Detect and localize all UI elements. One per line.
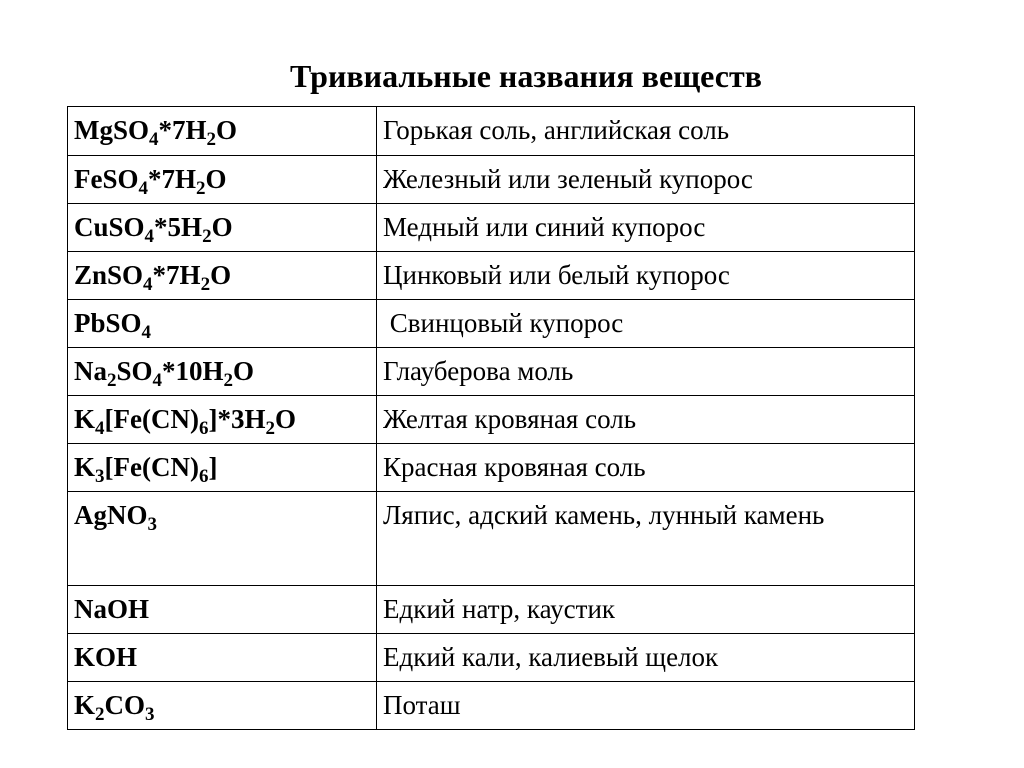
formula-text: O: [211, 212, 233, 242]
formula-text: K: [74, 690, 96, 720]
name-cell: Свинцовый купорос: [377, 300, 915, 348]
formula-cell: [68, 156, 377, 204]
formula-subscript: 6: [198, 466, 209, 487]
formula-text: MgSO: [74, 115, 150, 145]
formula-cell: [68, 107, 377, 156]
formula-subscript: 3: [145, 704, 155, 725]
formula-text: *7H: [152, 260, 201, 290]
formula-subscript: 4: [95, 418, 105, 439]
formula-subscript: 6: [198, 418, 209, 439]
name-cell: Поташ: [377, 682, 915, 730]
formula-cell: [68, 444, 377, 492]
formula-subscript: 2: [223, 370, 234, 391]
formula-text: [Fe(CN): [104, 404, 199, 434]
name-cell: Ляпис, адский камень, лунный камень: [377, 492, 915, 586]
formula-cell: [68, 204, 377, 252]
formula-text: AgNO: [74, 500, 148, 530]
formula-cell: [68, 300, 377, 348]
name-cell: Едкий натр, каустик: [377, 586, 915, 634]
table-row: [68, 492, 915, 586]
table-row: [68, 300, 915, 348]
formula-subscript: 4: [149, 129, 159, 150]
formula-subscript: 2: [202, 226, 212, 247]
names-table: [67, 106, 915, 730]
formula-text: *7H: [148, 164, 197, 194]
formula-subscript: 2: [95, 704, 105, 725]
formula-cell: [68, 396, 377, 444]
formula-text: *10H: [162, 356, 224, 386]
formula-text: KOH: [74, 642, 138, 672]
formula-subscript: 4: [143, 274, 153, 295]
formula-subscript: 2: [265, 418, 275, 439]
formula-subscript: 2: [196, 178, 206, 199]
name-cell: Глауберова моль: [377, 348, 915, 396]
formula-subscript: 2: [107, 370, 117, 391]
formula-text: *7H: [158, 115, 207, 145]
name-cell: Горькая соль, английская соль: [377, 107, 915, 156]
formula-text: CuSO: [74, 212, 145, 242]
formula-cell: [68, 634, 377, 682]
name-cell: Красная кровяная соль: [377, 444, 915, 492]
table-row: [68, 634, 915, 682]
table-row: [68, 156, 915, 204]
name-cell: Едкий кали, калиевый щелок: [377, 634, 915, 682]
table-row: [68, 444, 915, 492]
table-row: [68, 586, 915, 634]
formula-text: NaOH: [74, 594, 150, 624]
name-cell: Медный или синий купорос: [377, 204, 915, 252]
formula-text: ZnSO: [74, 260, 144, 290]
formula-text: O: [274, 404, 296, 434]
formula-text: PbSO: [74, 308, 142, 338]
table-row: [68, 107, 915, 156]
formula-text: O: [205, 164, 227, 194]
name-cell: Цинковый или белый купорос: [377, 252, 915, 300]
formula-text: CO: [104, 690, 146, 720]
name-cell: Желтая кровяная соль: [377, 396, 915, 444]
formula-cell: [68, 586, 377, 634]
formula-cell: [68, 348, 377, 396]
formula-cell: [68, 252, 377, 300]
formula-subscript: 2: [200, 274, 211, 295]
page-title: Тривиальные названия веществ: [290, 58, 762, 94]
formula-text: O: [233, 356, 255, 386]
formula-text: SO: [116, 356, 153, 386]
formula-subscript: 4: [152, 370, 163, 391]
formula-text: ]: [208, 452, 218, 482]
formula-text: FeSO: [74, 164, 139, 194]
formula-cell: [68, 682, 377, 730]
formula-subscript: 4: [141, 322, 152, 343]
formula-text: Na: [74, 356, 107, 386]
formula-text: [Fe(CN): [104, 452, 199, 482]
formula-text: ]*3H: [208, 404, 266, 434]
formula-text: O: [210, 260, 232, 290]
formula-text: *5H: [154, 212, 203, 242]
formula-subscript: 2: [206, 129, 217, 150]
formula-subscript: 3: [147, 514, 157, 535]
formula-subscript: 3: [95, 466, 105, 487]
name-cell: Железный или зеленый купорос: [377, 156, 915, 204]
formula-text: K: [74, 404, 96, 434]
table-row: [68, 682, 915, 730]
table-row: [68, 396, 915, 444]
formula-subscript: 4: [144, 226, 155, 247]
table-row: [68, 348, 915, 396]
formula-text: K: [74, 452, 96, 482]
formula-cell: [68, 492, 377, 586]
formula-subscript: 4: [138, 178, 148, 199]
formula-text: O: [216, 115, 238, 145]
table-row: [68, 252, 915, 300]
table-row: [68, 204, 915, 252]
